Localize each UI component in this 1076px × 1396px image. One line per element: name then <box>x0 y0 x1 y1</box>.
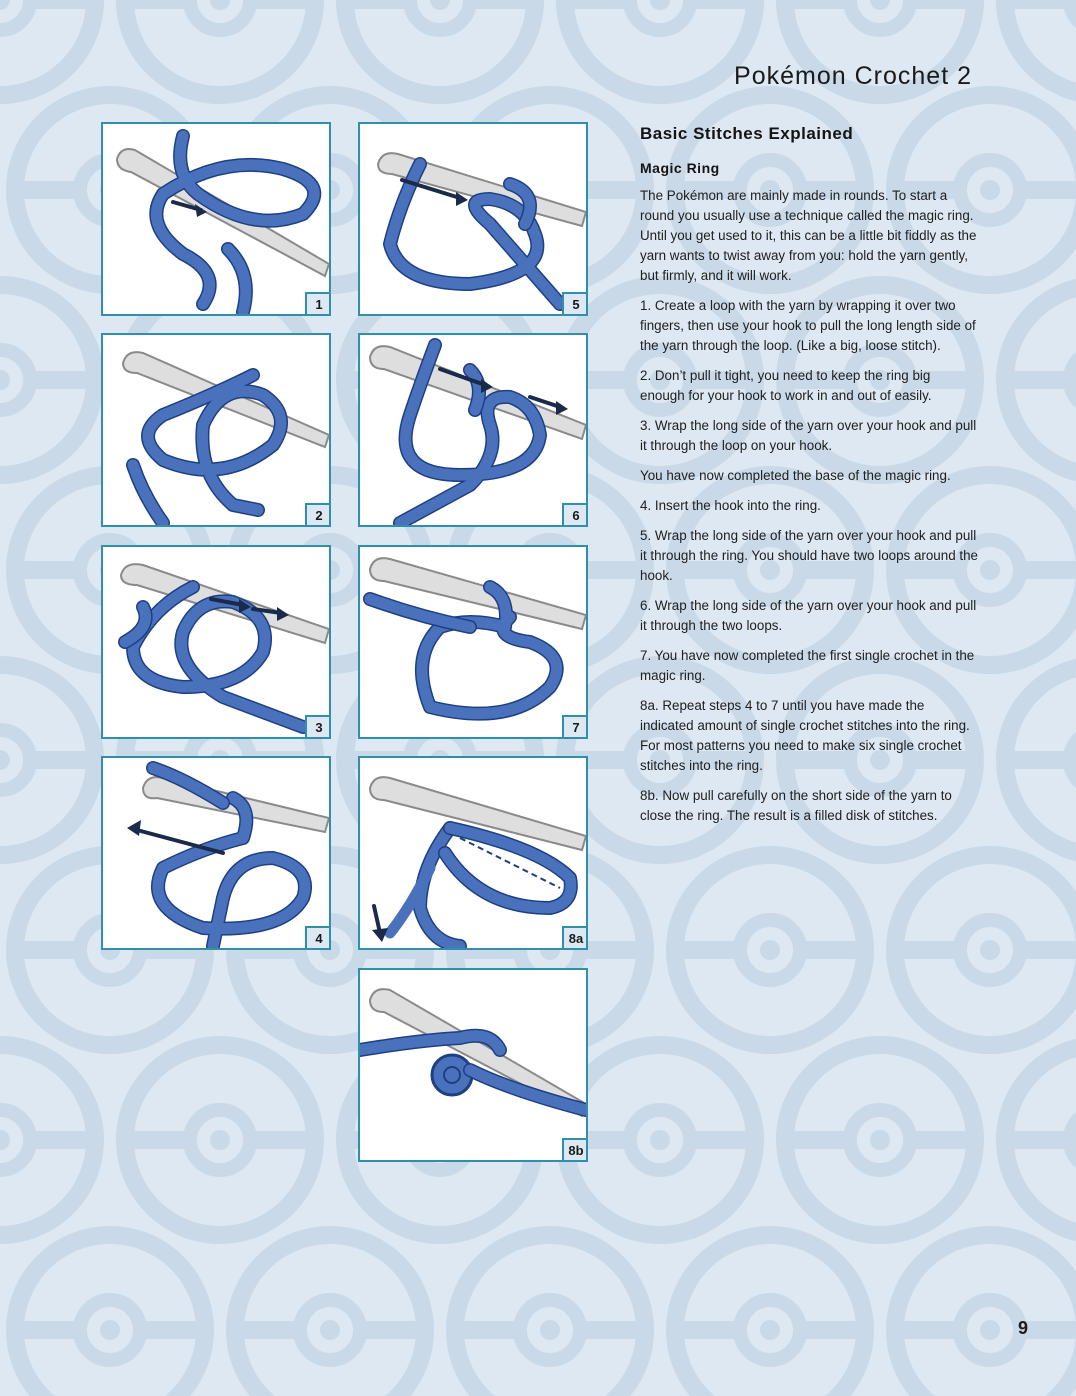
step-paragraph: 4. Insert the hook into the ring. <box>640 498 821 513</box>
step-6-illustration <box>358 333 588 527</box>
step-paragraph: 3. Wrap the long side of the yarn over your hook and pull it through the loop on your hook. <box>640 418 977 453</box>
step-8a-illustration <box>358 756 588 950</box>
step-4-drawing <box>103 758 329 948</box>
step-3-illustration <box>101 545 331 739</box>
step-label: 6 <box>562 503 588 527</box>
step-paragraph: 7. You have now completed the first single crochet in the magic ring. <box>640 648 975 683</box>
step-5-illustration <box>358 122 588 316</box>
step-paragraph: 5. Wrap the long side of the yarn over your hook and pull it through the ring. You should have two loops around the hook. <box>640 528 978 583</box>
step-paragraph: You have now completed the base of the magic ring. <box>640 468 951 483</box>
subsection-title: Magic Ring <box>640 160 720 176</box>
step-3-drawing <box>103 547 329 737</box>
step-paragraph: 6. Wrap the long side of the yarn over your hook and pull it through the two loops. <box>640 598 977 633</box>
step-paragraph: 1. Create a loop with the yarn by wrapping it over two fingers, then use your hook to pull the long length side of the yarn through the loop. (Like a big, loose stitch). <box>640 298 976 353</box>
intro-paragraph: The Pokémon are mainly made in rounds. To start a round you usually use a technique called the magic ring. Until you get used to it, this can be a little bit fiddly as the yarn wants to twist away from you: hold the yarn gently, but firmly, and it will work. <box>640 188 977 283</box>
step-1-drawing <box>103 124 329 314</box>
step-label: 1 <box>305 292 331 316</box>
step-7-drawing <box>360 547 586 737</box>
step-label: 8a <box>562 926 588 950</box>
step-paragraph: 8b. Now pull carefully on the short side of the yarn to close the ring. The result is a filled disk of stitches. <box>640 788 952 823</box>
step-paragraph: 8a. Repeat steps 4 to 7 until you have made the indicated amount of single crochet stitches into the ring. For most patterns you need to make six single crochet stitches into the ring. <box>640 698 970 773</box>
step-label: 4 <box>305 926 331 950</box>
step-5-drawing <box>360 124 586 314</box>
book-title: Pokémon Crochet 2 <box>734 62 972 90</box>
step-paragraph: 2. Don’t pull it tight, you need to keep the ring big enough for your hook to work in and out of easily. <box>640 368 932 403</box>
instructions-column <box>640 124 978 836</box>
step-6-drawing <box>360 335 586 525</box>
step-label: 2 <box>305 503 331 527</box>
step-label: 7 <box>562 715 588 739</box>
step-8a-drawing <box>360 758 586 948</box>
step-1-illustration <box>101 122 331 316</box>
step-label: 8b <box>562 1138 588 1162</box>
step-2-illustration <box>101 333 331 527</box>
section-title: Basic Stitches Explained <box>640 124 854 143</box>
page-number: 9 <box>1017 1318 1028 1338</box>
step-4-illustration <box>101 756 331 950</box>
step-label: 5 <box>562 292 588 316</box>
step-2-drawing <box>103 335 329 525</box>
step-7-illustration <box>358 545 588 739</box>
step-8b-illustration <box>358 968 588 1162</box>
step-label: 3 <box>305 715 331 739</box>
step-8b-drawing <box>360 970 586 1160</box>
